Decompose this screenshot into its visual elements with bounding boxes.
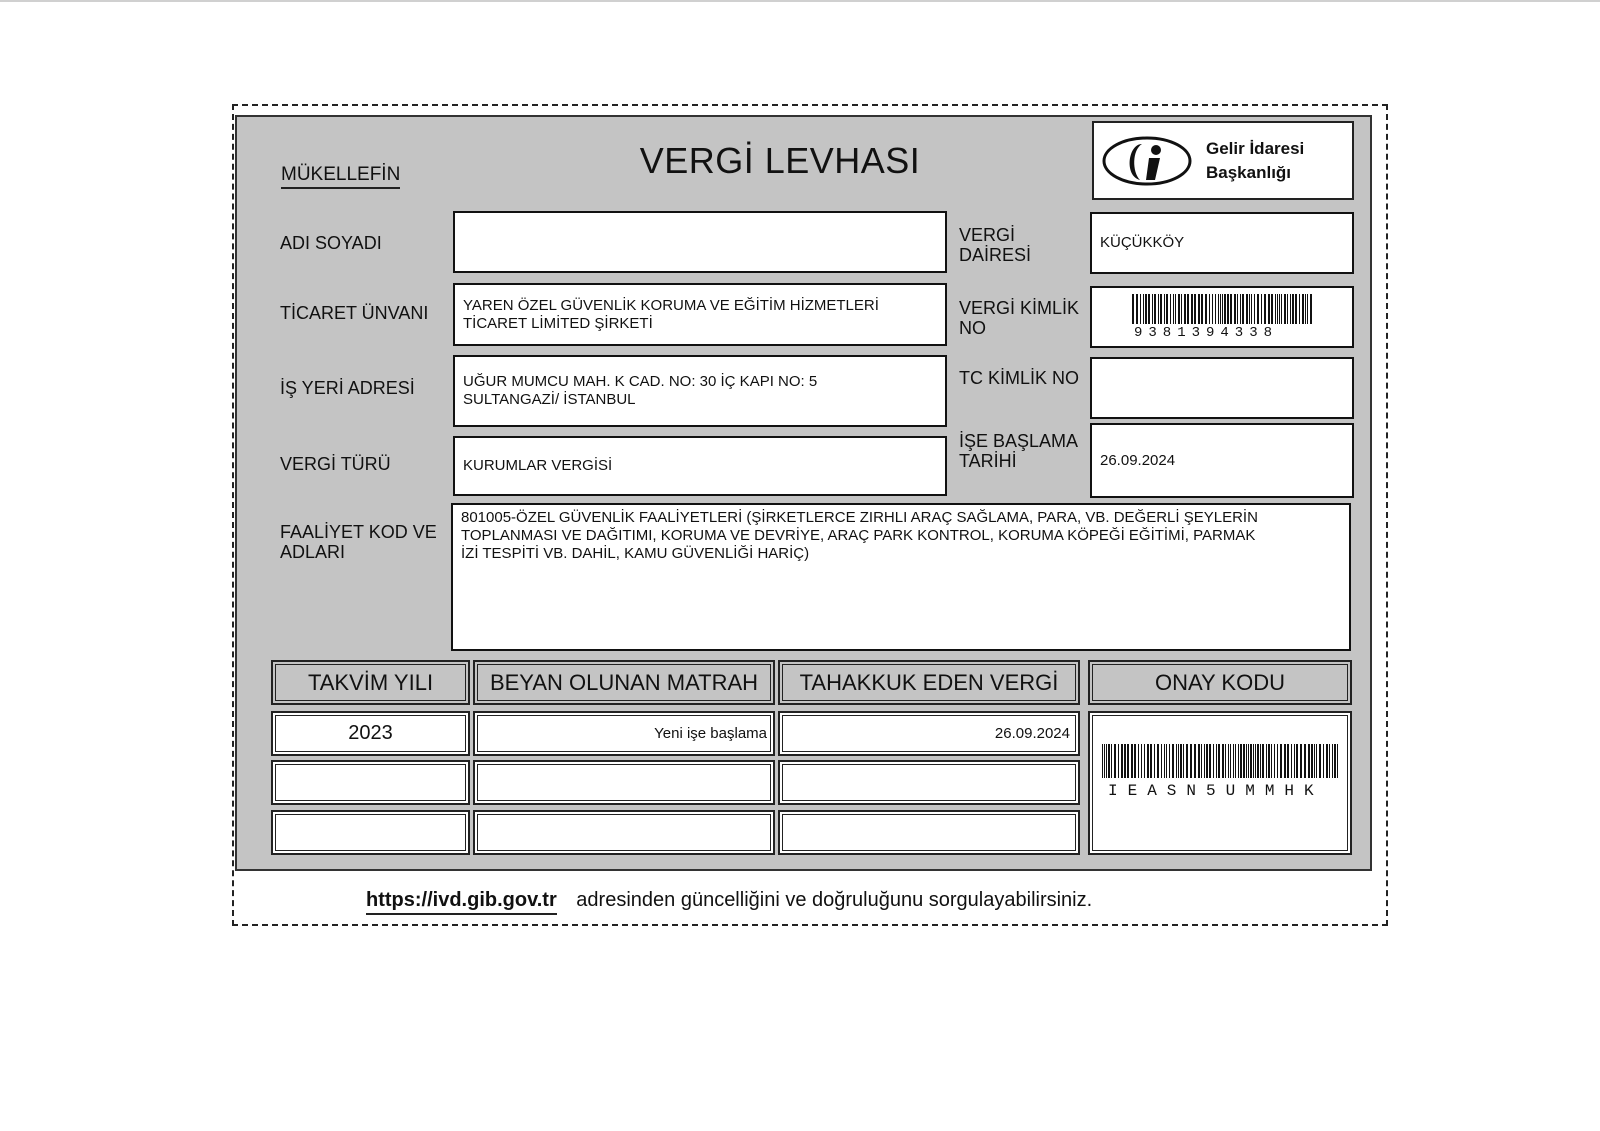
cell-takvim-yili-2	[271, 760, 470, 805]
vergi-dairesi-field	[1090, 212, 1354, 274]
faaliyet-line-1: 801005-ÖZEL GÜVENLİK FAALİYETLERİ (ŞİRKETLERCE ZIRHLI ARAÇ SAĞLAMA, PARA, VB. DEĞERLİ ŞEYLERİN	[461, 509, 1258, 526]
mukellefin-heading: MÜKELLEFİN	[281, 164, 400, 189]
cell-matrah-3	[473, 810, 775, 855]
verification-footer	[366, 889, 1092, 912]
vergi-kimlik-label	[959, 298, 1079, 338]
ticaret-unvani-field	[453, 283, 947, 346]
ticaret-unvani-line-1: YAREN ÖZEL GÜVENLİK KORUMA VE EĞİTİM HİZMETLERİ	[463, 296, 879, 314]
ise-baslama-label	[959, 431, 1078, 471]
verification-text: adresinden güncelliğini ve doğruluğunu sorgulayabilirsiniz.	[576, 889, 1093, 911]
vergi-kimlik-label-line-2: NO	[959, 318, 986, 338]
cell-matrah-2	[473, 760, 775, 805]
vergi-kimlik-value: 9381394338	[1134, 325, 1279, 341]
ticaret-unvani-label: TİCARET ÜNVANI	[280, 303, 429, 323]
onay-kodu-value: IEASN5UMMHK	[1108, 782, 1324, 800]
ise-baslama-label-line-2: TARİHİ	[959, 451, 1017, 471]
vergi-turu-value: KURUMLAR VERGİSİ	[463, 457, 613, 474]
header-onay-kodu: ONAY KODU	[1088, 660, 1352, 705]
ise-baslama-field	[1090, 423, 1354, 498]
adi-soyadi-field	[453, 211, 947, 273]
tc-kimlik-label: TC KİMLİK NO	[959, 368, 1080, 388]
vergi-kimlik-barcode	[1132, 294, 1314, 324]
page-top-edge	[0, 0, 1600, 2]
faaliyet-field	[451, 503, 1351, 651]
header-takvim-yili: TAKVİM YILI	[271, 660, 470, 705]
logo-line-2: Başkanlığı	[1206, 163, 1292, 182]
gib-logo	[1092, 121, 1354, 200]
faaliyet-label	[280, 522, 437, 562]
header-beyan-matrah: BEYAN OLUNAN MATRAH	[473, 660, 775, 705]
vergi-dairesi-label	[959, 225, 1031, 265]
cell-matrah-1: Yeni işe başlama	[473, 711, 775, 756]
faaliyet-label-line-1: FAALİYET KOD VE	[280, 522, 437, 542]
ticaret-unvani-line-2: TİCARET LİMİTED ŞİRKETİ	[463, 314, 653, 332]
vergi-turu-label: VERGİ TÜRÜ	[280, 454, 391, 474]
adi-soyadi-label: ADI SOYADI	[280, 233, 382, 253]
onay-kodu-barcode	[1102, 744, 1340, 778]
page-title: VERGİ LEVHASI	[639, 140, 921, 181]
cell-takvim-yili-1: 2023	[271, 711, 470, 756]
verification-link[interactable]: https://ivd.gib.gov.tr	[366, 889, 557, 915]
vergi-dairesi-label-line-1: VERGİ	[959, 225, 1016, 245]
is-yeri-line-2: SULTANGAZİ/ İSTANBUL	[463, 391, 636, 408]
cell-vergi-1: 26.09.2024	[778, 711, 1080, 756]
vergi-dairesi-label-line-2: DAİRESİ	[959, 245, 1032, 265]
onay-kodu-cell	[1088, 711, 1352, 855]
tc-kimlik-field	[1090, 357, 1354, 419]
gib-emblem-icon	[1102, 136, 1192, 186]
vergi-kimlik-label-line-1: VERGİ KİMLİK	[959, 298, 1080, 318]
header-tahakkuk-vergi: TAHAKKUK EDEN VERGİ	[778, 660, 1080, 705]
faaliyet-label-line-2: ADLARI	[280, 542, 346, 562]
faaliyet-line-3: İZİ TESPİTİ VB. DAHİL, KAMU GÜVENLİĞİ HARİÇ)	[461, 545, 810, 562]
cell-takvim-yili-3	[271, 810, 470, 855]
logo-line-1: Gelir İdaresi	[1206, 139, 1305, 158]
ise-baslama-label-line-1: İŞE BAŞLAMA	[959, 431, 1079, 451]
is-yeri-adresi-label: İŞ YERİ ADRESİ	[280, 378, 415, 398]
cell-vergi-3	[778, 810, 1080, 855]
ise-baslama-value: 26.09.2024	[1100, 451, 1176, 469]
is-yeri-adresi-field	[453, 355, 947, 427]
faaliyet-line-2: TOPLANMASI VE DAĞITIMI, KORUMA VE DEVRİYE, ARAÇ PARK KONTROL, KORUMA KÖPEĞİ EĞİTİMİ, PARMAK	[461, 527, 1256, 544]
vergi-turu-field	[453, 436, 947, 496]
vergi-dairesi-value: KÜÇÜKKÖY	[1100, 234, 1185, 251]
cell-vergi-2	[778, 760, 1080, 805]
vergi-kimlik-field	[1090, 286, 1354, 348]
is-yeri-line-1: UĞUR MUMCU MAH. K CAD. NO: 30 İÇ KAPI NO: 5	[463, 373, 818, 390]
